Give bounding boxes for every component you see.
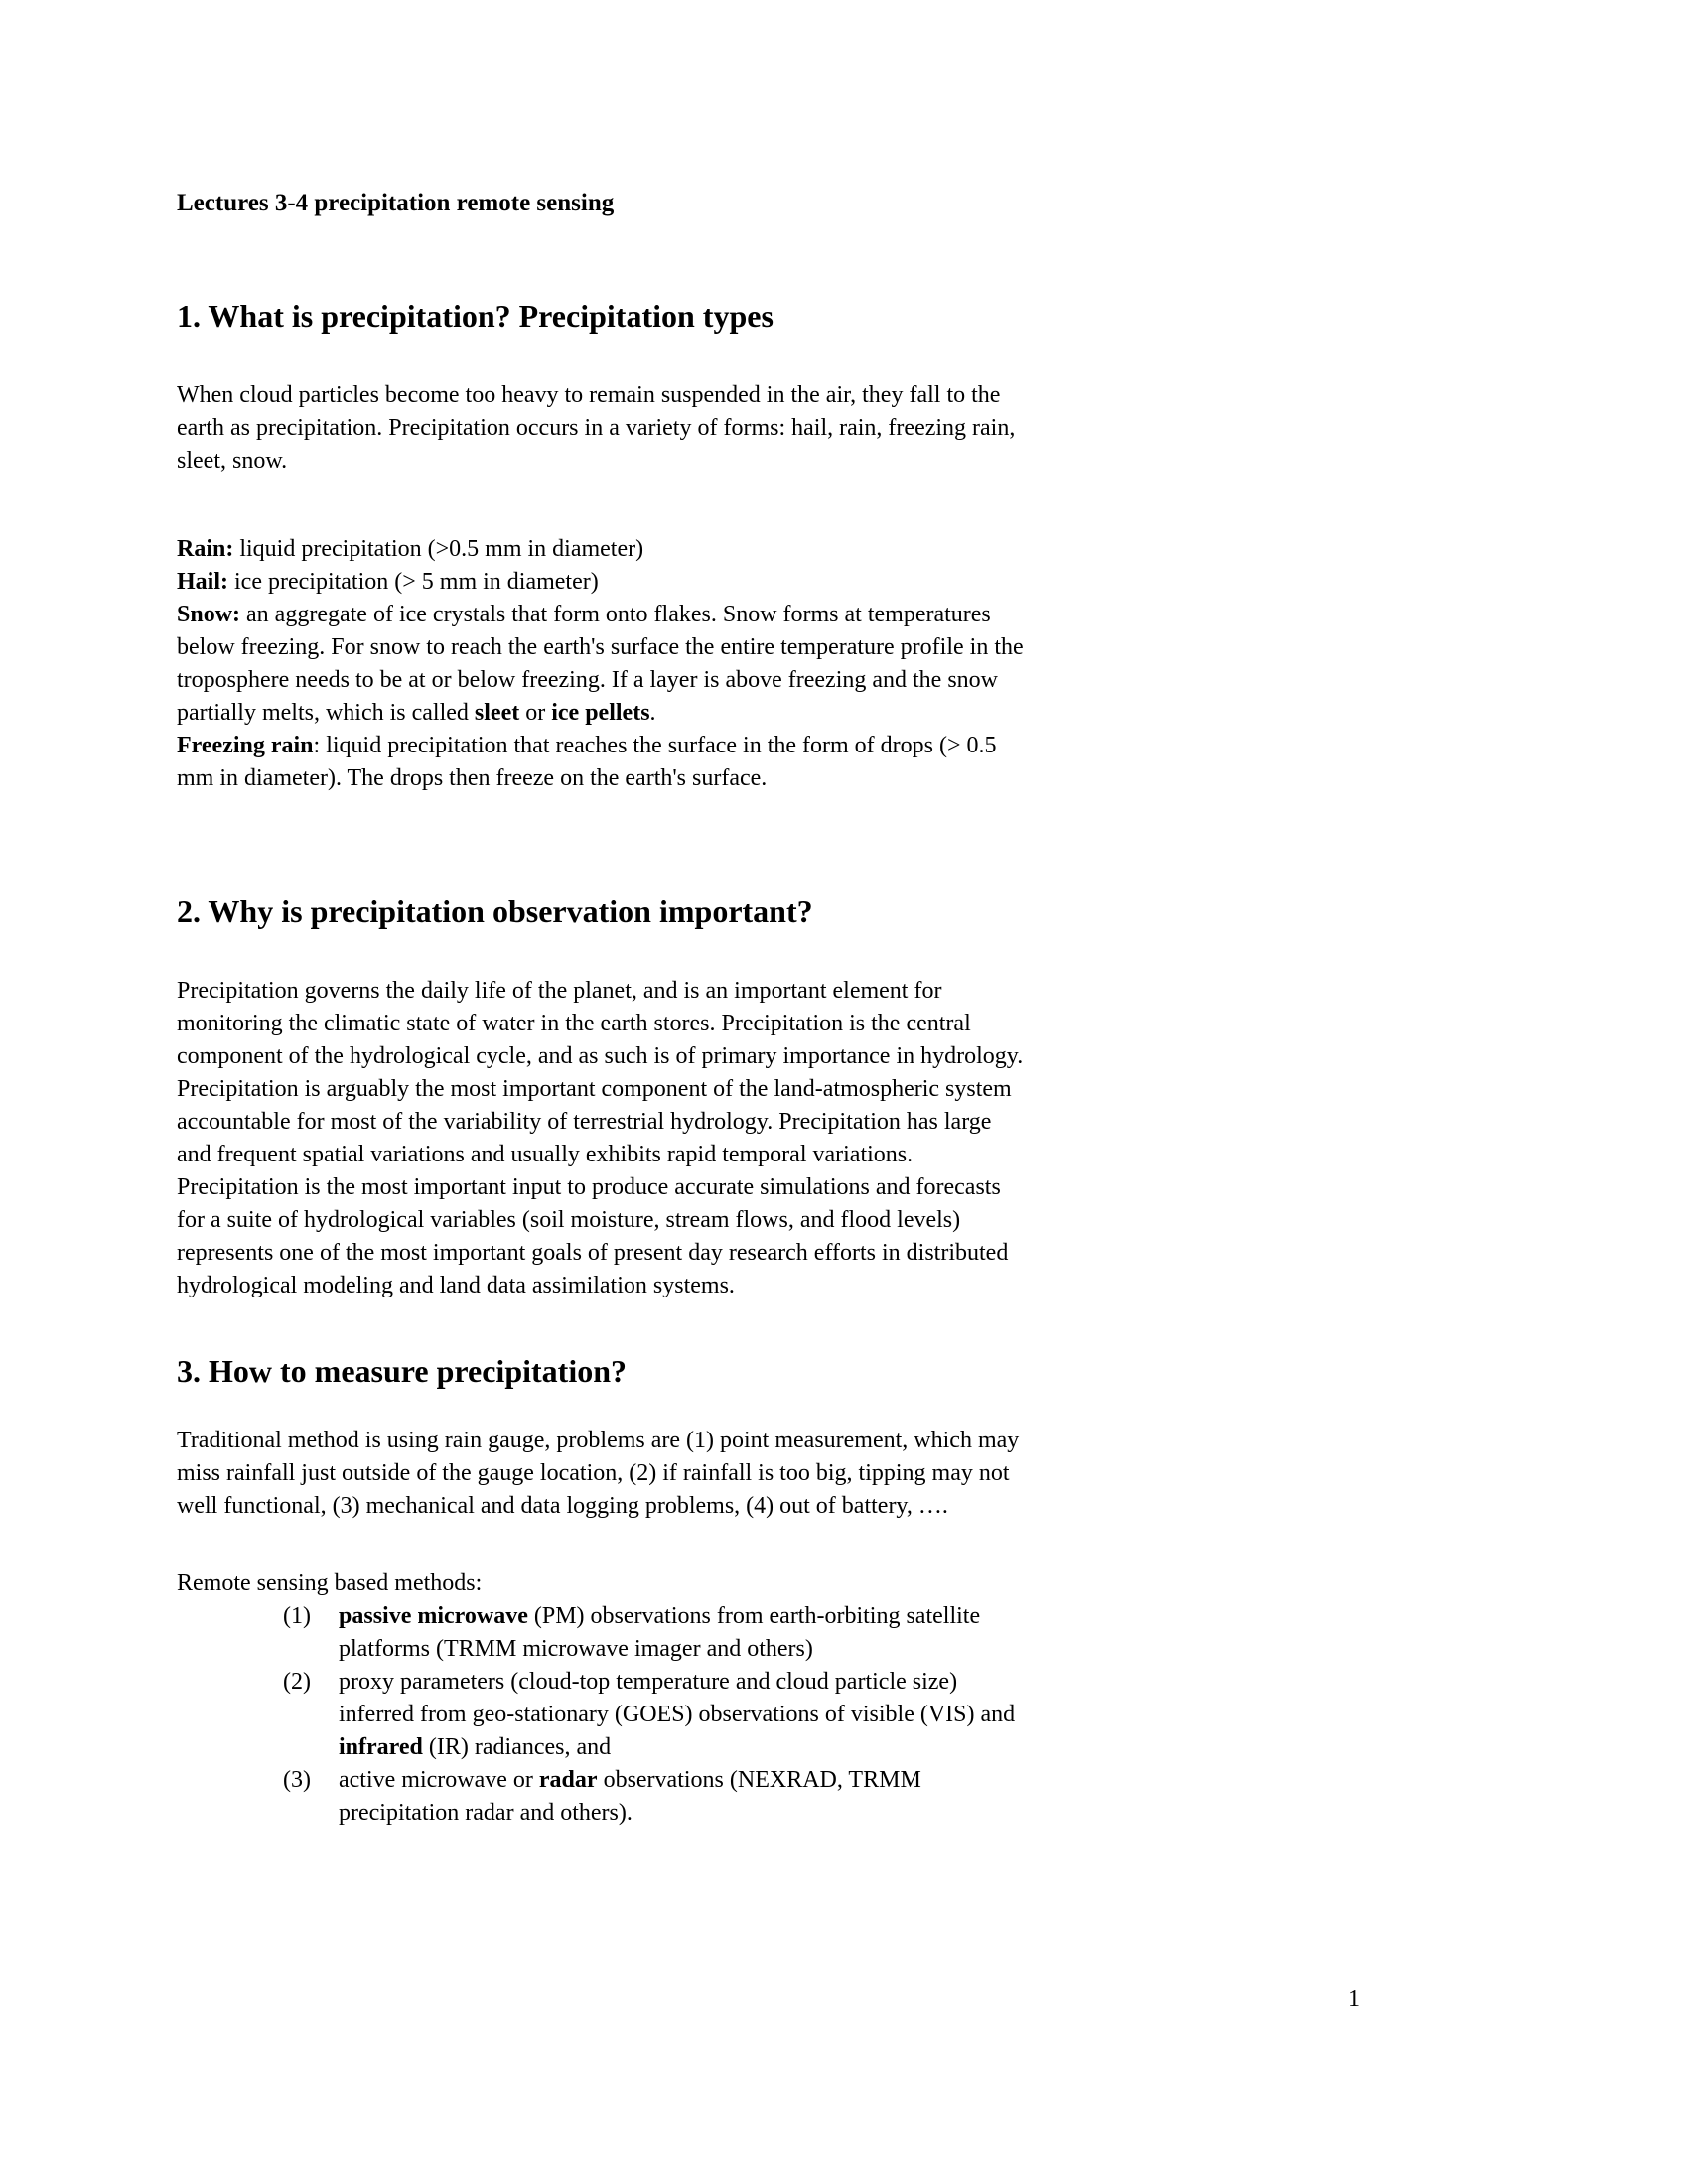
definition-rain: Rain: liquid precipitation (>0.5 mm in diameter) [177,536,644,562]
list-item-text: active microwave or radar observations (NEXRAD, TRMM precipitation radar and others). [339,1767,921,1826]
list-item-proxy-parameters [177,1666,1031,1764]
definition-snow: Snow: an aggregate of ice crystals that form onto flakes. Snow forms at temperatures below freezing. For snow to reach the earth's surface the entire temperature profile in the troposphere needs to be at or below freezing. If a layer is above freezing and the snow partially melts, which is called sleet or ice pellets. [177,602,1024,726]
paragraph-rain-gauge: Traditional method is using rain gauge, problems are (1) point measurement, which may miss rainfall just outside of the gauge location, (2) if rainfall is too big, tipping may not well functional, (3) mechanical and data logging problems, (4) out of battery, …. [177,1428,1020,1519]
section-heading-3: 3. How to measure precipitation? [177,1353,627,1389]
definitions-block [177,533,1031,795]
list-item-text: proxy parameters (cloud-top temperature and cloud particle size) inferred from geo-stationary (GOES) observations of visible (VIS) and infrared (IR) radiances, and [339,1669,1016,1760]
list-item-number: (1) [283,1603,311,1629]
section-heading-1: 1. What is precipitation? Precipitation types [177,298,774,334]
section-heading-2: 2. Why is precipitation observation important? [177,893,813,929]
list-item-number: (3) [283,1767,311,1793]
definition-freezing-rain: Freezing rain: liquid precipitation that reaches the surface in the form of drops (> 0.5 mm in diameter). The drops then freeze on the earth's surface. [177,733,997,791]
methods-list [177,1600,1031,1830]
definition-hail: Hail: ice precipitation (> 5 mm in diameter) [177,569,599,595]
document-title: Lectures 3-4 precipitation remote sensing [177,190,615,216]
list-item-number: (2) [283,1669,311,1695]
list-item-radar [177,1764,1031,1830]
page-number: 1 [1348,1986,1360,2012]
list-item-passive-microwave [177,1600,1031,1666]
list-item-text: passive microwave (PM) observations from earth-orbiting satellite platforms (TRMM microwave imager and others) [339,1603,981,1662]
paragraph-precipitation-intro: When cloud particles become too heavy to remain suspended in the air, they fall to the earth as precipitation. Precipitation occurs in a variety of forms: hail, rain, freezing rain, sleet, snow. [177,382,1016,474]
document-content [177,189,1031,1830]
methods-intro-label: Remote sensing based methods: [177,1570,483,1596]
paragraph-importance: Precipitation governs the daily life of the planet, and is an important element for monitoring the climatic state of water in the earth stores. Precipitation is the central component of the hydrological cycle, and as such is of primary importance in hydrology. Precipitation is arguably the most important component of the land-atmospheric system accountable for most of the variability of terrestrial hydrology. Precipitation has large and frequent spatial variations and usually exhibits rapid temporal variations. Precipitation is the most important input to produce accurate simulations and forecasts for a suite of hydrological variables (soil moisture, stream flows, and flood levels) represents one of the most important goals of present day research efforts in distributed hydrological modeling and land data assimilation systems. [177,978,1024,1298]
